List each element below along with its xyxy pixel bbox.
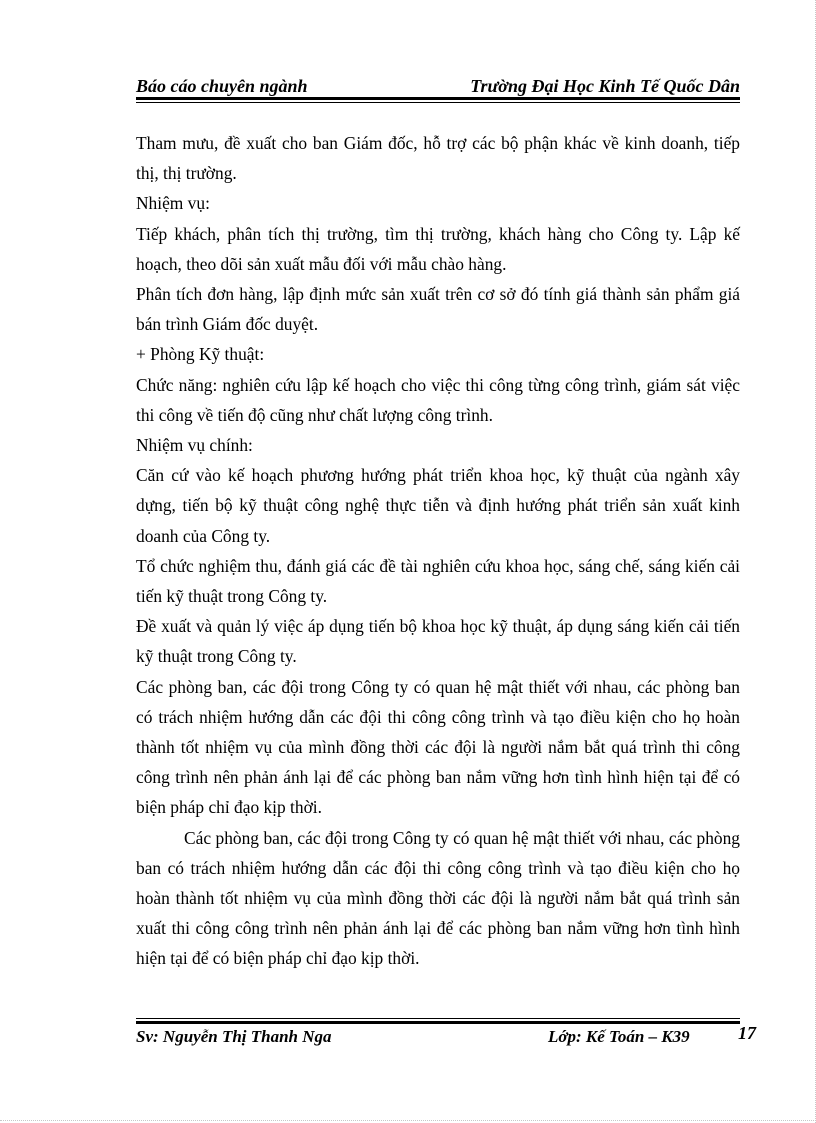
paragraph: Tham mưu, đề xuất cho ban Giám đốc, hỗ trợ các bộ phận khác về kinh doanh, tiếp thị, thị trường. [136,133,740,184]
paragraph-indented: Các phòng ban, các đội trong Công ty có quan hệ mật thiết với nhau, các phòng ban có trách nhiệm hướng dẫn các đội thi công công trình và tạo điều kiện cho họ hoàn thành tốt nhiệm vụ của mình đồng thời các đội là người nắm bắt quá trình sản xuất thi công công trình nên phản ánh lại để các phòng ban nắm vững hơn tình hình hiện tại để có biện pháp chỉ đạo kịp thời. [136,827,740,969]
body-text [136,128,740,974]
page-number: 17 [738,1023,756,1043]
footer-rule-thick [136,1021,740,1024]
paragraph: Tiếp khách, phân tích thị trường, tìm thị trường, khách hàng cho Công ty. Lập kế hoạch, theo dõi sản xuất mẫu đối với mẫu chào hàng. [136,223,740,274]
paragraph: + Phòng Kỹ thuật: [136,344,265,365]
header-rule-thick [136,97,740,100]
footer-rule-thin [136,1018,740,1019]
paragraph: Nhiệm vụ chính: [136,435,253,456]
header-report-title: Báo cáo chuyên ngành [136,76,308,96]
paragraph: Căn cứ vào kế hoạch phương hướng phát triển khoa học, kỹ thuật của ngành xây dựng, tiến bộ kỹ thuật công nghệ thực tiễn và định hướng phát triển sản xuất kinh doanh của Công ty. [136,465,740,546]
footer-class: Lớp: Kế Toán – K39 [548,1027,690,1046]
paragraph: Tổ chức nghiệm thu, đánh giá các đề tài nghiên cứu khoa học, sáng chế, sáng kiến cải tiến kỹ thuật trong Công ty. [136,555,740,607]
paragraph: Đề xuất và quản lý việc áp dụng tiến bộ khoa học kỹ thuật, áp dụng sáng kiến cải tiến kỹ thuật trong Công ty. [136,616,740,667]
page-header [136,70,740,100]
paragraph: Chức năng: nghiên cứu lập kế hoạch cho việc thi công từng công trình, giám sát việc thi công về tiến độ cũng như chất lượng công trình. [136,374,740,425]
paragraph: Phân tích đơn hàng, lập định mức sản xuất trên cơ sở đó tính giá thành sản phẩm giá bán trình Giám đốc duyệt. [136,284,740,335]
header-university: Trường Đại Học Kinh Tế Quốc Dân [470,76,740,96]
footer-student-name: Sv: Nguyễn Thị Thanh Nga [136,1027,332,1046]
header-rule-thin [136,102,740,103]
paragraph: Nhiệm vụ: [136,193,210,214]
page-footer [136,1025,766,1055]
paragraph: Các phòng ban, các đội trong Công ty có quan hệ mật thiết với nhau, các phòng ban có trách nhiệm hướng dẫn các đội thi công công trình và tạo điều kiện cho họ hoàn thành tốt nhiệm vụ của mình đồng thời các đội là người nắm bắt quá trình thi công công trình nên phản ánh lại để các phòng ban nắm vững hơn tình hình hiện tại để có biện pháp chỉ đạo kịp thời. [136,676,740,818]
page-edge-bottom [0,1120,816,1121]
